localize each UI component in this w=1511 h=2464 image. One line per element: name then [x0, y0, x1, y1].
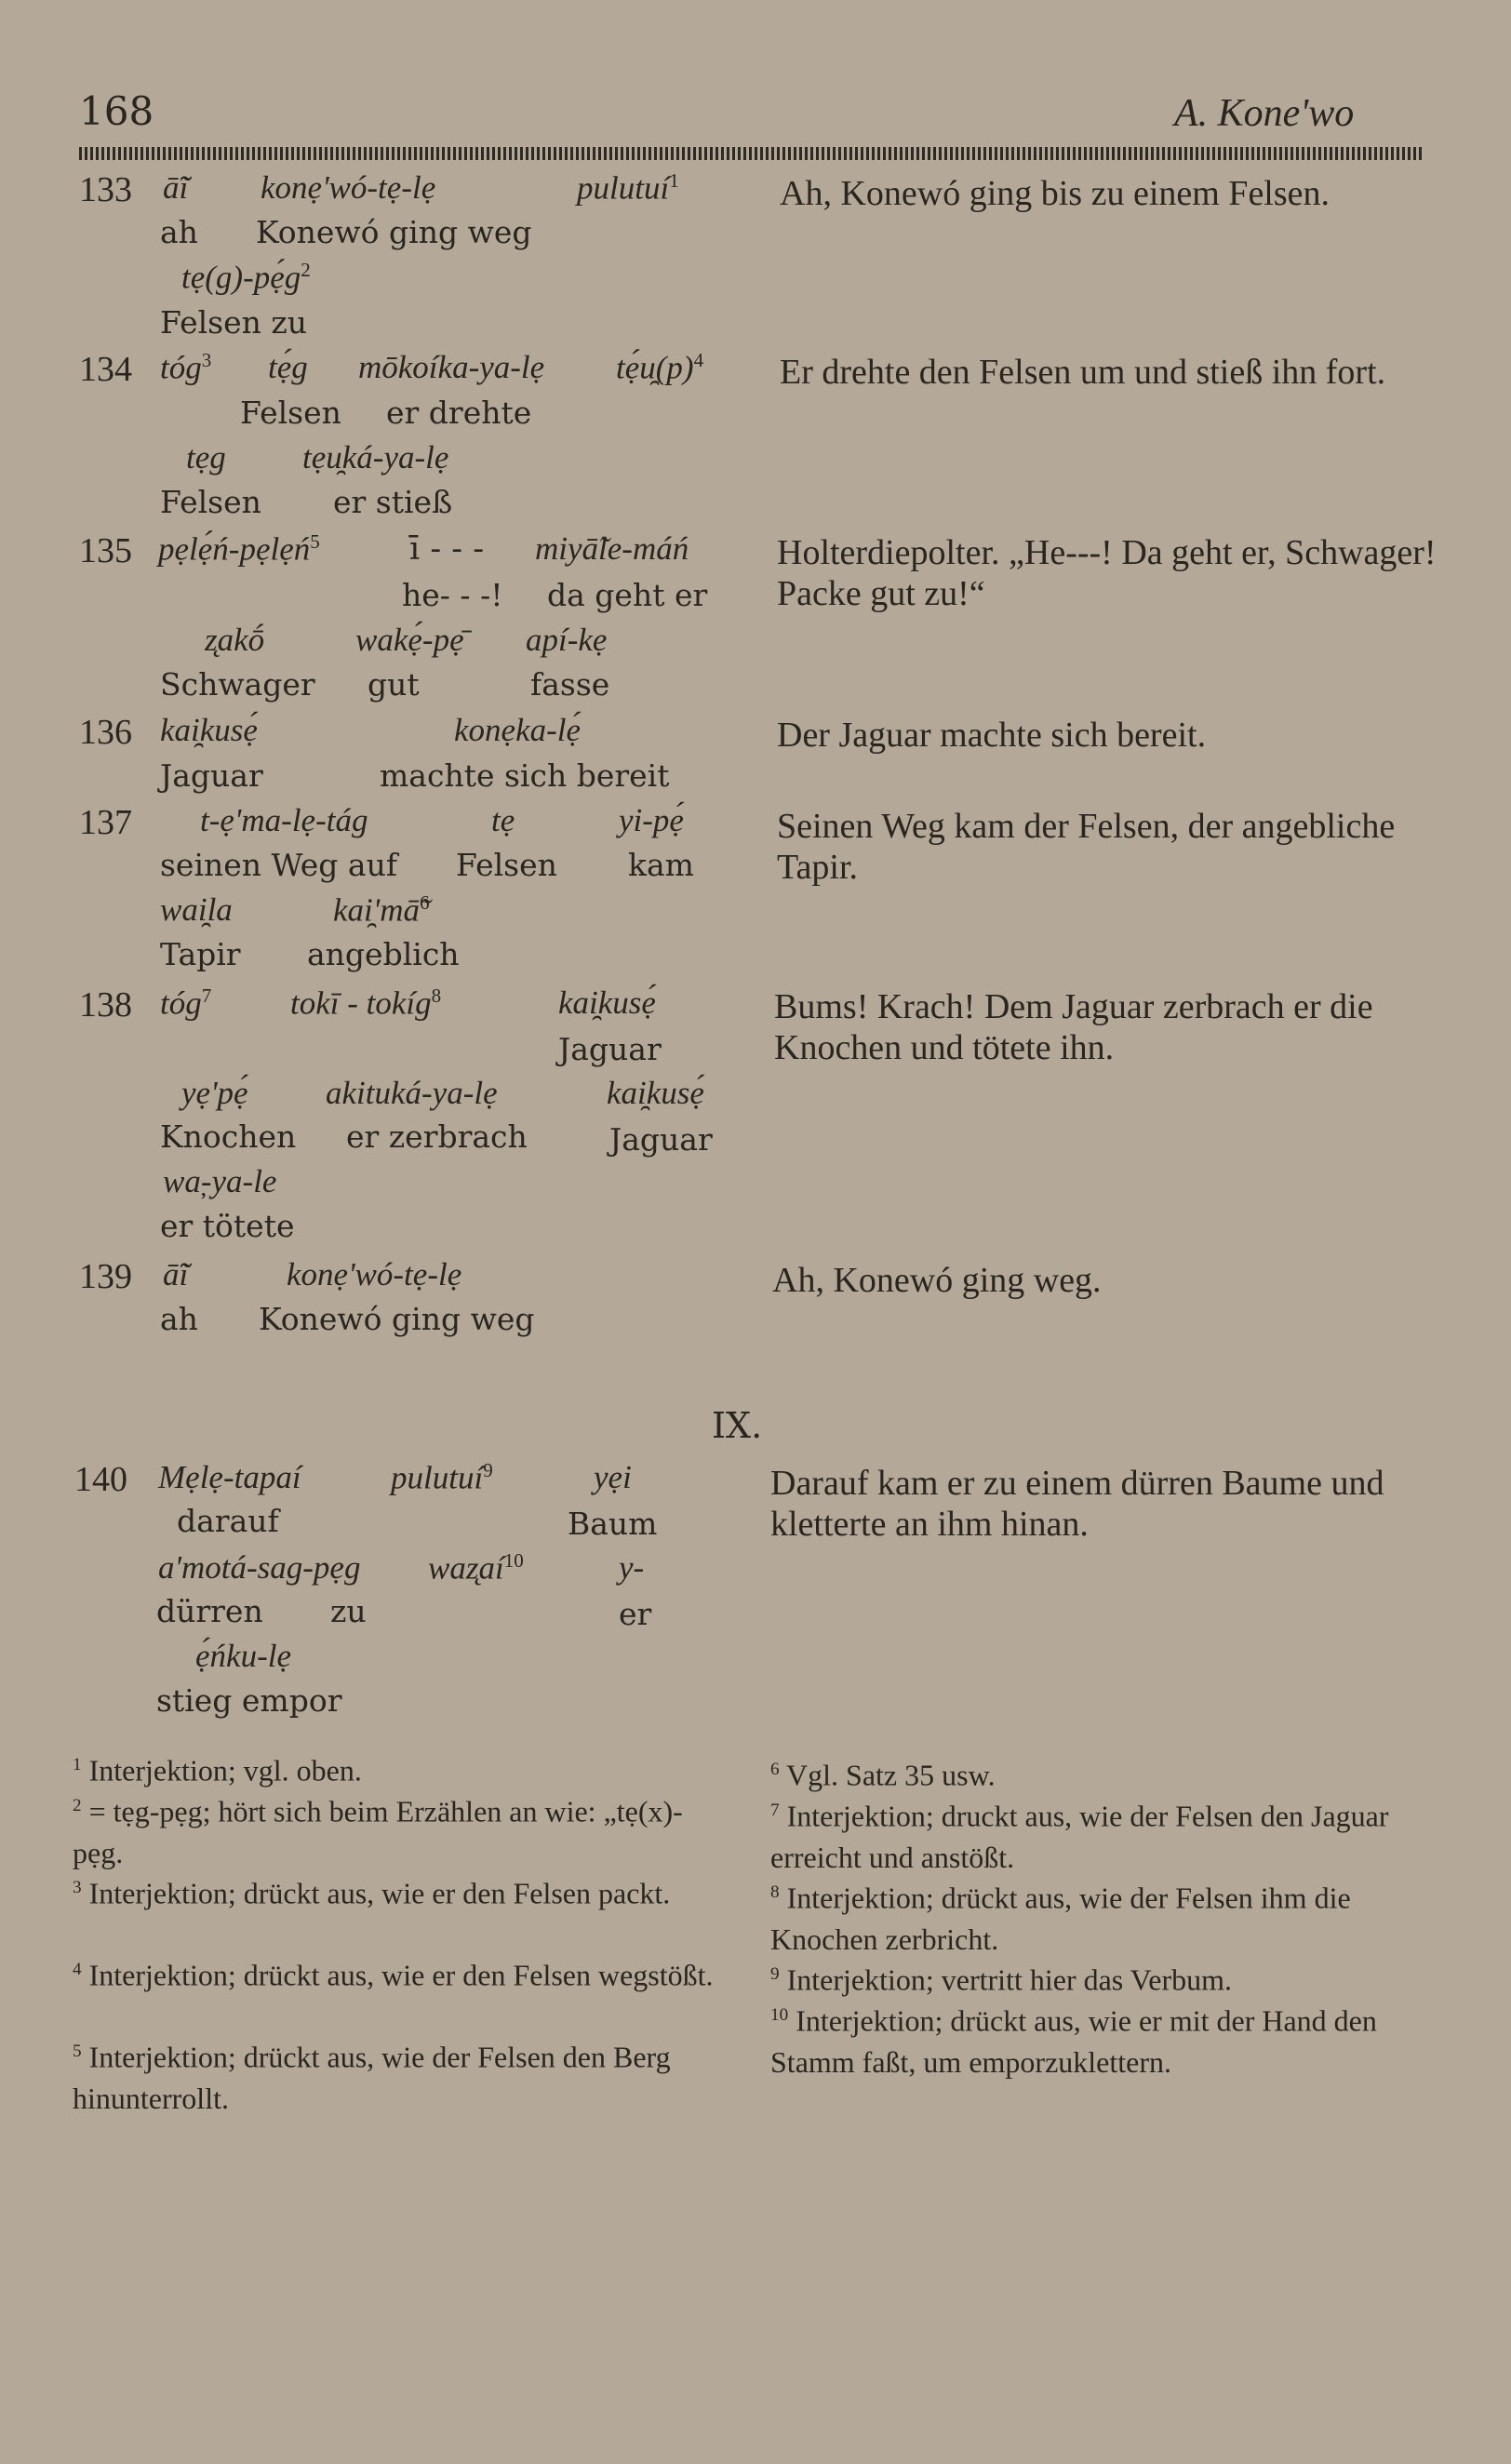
gloss: ah	[160, 1301, 198, 1337]
native-word: wakẹ́-pẹ̄	[355, 622, 464, 658]
native-word: pulutuí$^9$	[391, 1459, 493, 1496]
footnote: $^8$ Interjektion; drückt aus, wie der Felsen ihm die Knochen zerbricht.	[770, 1881, 1351, 1956]
native-word: tẹu̯ká-ya-lẹ	[302, 439, 449, 475]
native-word: $waz̨aí^{10}$	[428, 1549, 524, 1587]
sentence-number: 139	[79, 1257, 132, 1296]
native-word: konẹ'wó-tẹ-lẹ	[287, 1256, 462, 1292]
native-word: Mẹlẹ-tapaí	[158, 1459, 301, 1495]
gloss: er	[619, 1596, 652, 1632]
gloss: dürren	[156, 1593, 263, 1629]
page-number: 168	[79, 88, 154, 134]
native-word: z̨akṓ	[205, 622, 265, 658]
footnote: $^2$ = tẹg-pẹg; hört sich beim Erzählen an wie: „tẹ(x)-pẹg.	[73, 1794, 683, 1869]
native-word: konẹ'wó-tẹ-lẹ	[261, 169, 436, 206]
sentence-number: 133	[79, 170, 132, 209]
native-word: t-ẹ'ma-lẹ-tág	[200, 802, 368, 838]
gloss: ah	[160, 214, 198, 250]
sentence-number: 135	[79, 531, 132, 570]
translation: Er drehte den Felsen um und stieß ihn fort.	[780, 353, 1386, 392]
gloss: Baum	[568, 1506, 658, 1542]
translation: Seinen Weg kam der Felsen, der angebliche Tapir.	[777, 807, 1396, 887]
native-word: wa̦-ya-le	[163, 1163, 277, 1199]
translation: Der Jaguar machte sich bereit.	[777, 716, 1207, 755]
native-word: kai̯kusẹ́	[607, 1075, 704, 1111]
native-word: a'motá-sag-pẹg	[158, 1549, 361, 1586]
translation: Ah, Konewó ging bis zu einem Felsen.	[780, 174, 1330, 213]
native-word: wai̯la	[160, 891, 233, 928]
sentence-number: 140	[74, 1460, 127, 1499]
native-word: tóg$^3$	[160, 349, 212, 386]
native-word: kai̯kusẹ́	[558, 984, 656, 1021]
sentence-number: 138	[79, 985, 132, 1024]
native-word: ẹ́ńku-lẹ	[195, 1638, 291, 1674]
native-word: konẹka-lẹ́	[454, 712, 582, 748]
footnote: $^5$ Interjektion; drückt aus, wie der Felsen den Berg hinunterrollt.	[73, 2040, 671, 2115]
translation: Ah, Konewó ging weg.	[772, 1261, 1102, 1300]
native-word: y-	[619, 1549, 645, 1586]
footnote: $^1$ Interjektion; vgl. oben.	[73, 1753, 362, 1788]
native-word: kai̯'mā̃$^6$	[333, 891, 430, 929]
gloss: Jaguar	[609, 1121, 713, 1158]
gloss: fasse	[530, 666, 610, 703]
footnote: $^{10}$ Interjektion; drückt aus, wie er mit der Hand den Stamm faßt, um emporzuklettern.	[770, 2003, 1377, 2079]
native-word: miyā̃le-máń	[535, 530, 689, 567]
native-word: yẹi	[594, 1459, 632, 1495]
native-word: akituká-ya-lẹ	[326, 1075, 498, 1111]
translation: Bums! Krach! Dem Jaguar zerbrach er die Knochen und tötete ihn.	[774, 987, 1373, 1067]
gloss: gut	[368, 666, 420, 703]
native-word: ā̃ĩ	[163, 1256, 189, 1292]
native-word: pulutuí$^1$	[577, 169, 679, 207]
footnote: $^9$ Interjektion; vertritt hier das Verbum.	[770, 1962, 1232, 1997]
gloss: he- - -!	[402, 577, 503, 613]
gloss: Schwager	[160, 666, 315, 703]
footnote: $^7$ Interjektion; druckt aus, wie der Felsen den Jaguar erreicht und anstößt.	[770, 1799, 1389, 1874]
gloss: er zerbrach	[346, 1118, 528, 1155]
translation: Darauf kam er zu einem dürren Baume und kletterte an ihm hinan.	[770, 1464, 1384, 1544]
gloss: seinen Weg auf	[160, 847, 398, 883]
running-title: A. Kone'wo	[1174, 92, 1355, 135]
sentence-number: 134	[79, 350, 132, 389]
native-word: tẹ́g	[268, 349, 308, 385]
footnote: $^6$ Vgl. Satz 35 usw.	[770, 1758, 996, 1792]
gloss: Felsen	[456, 847, 557, 883]
native-word: tokī - tokíg$^8$	[290, 984, 442, 1022]
native-word: mōkoíka-ya-lẹ	[358, 349, 545, 385]
section-heading: IX.	[712, 1405, 763, 1446]
native-word: kai̯kusẹ́	[160, 712, 258, 748]
gloss: darauf	[177, 1503, 279, 1539]
gloss: da geht er	[547, 577, 708, 613]
gloss: Felsen	[160, 484, 261, 520]
native-word: $tẹ́u̯(p)^4$	[616, 349, 704, 386]
gloss: er drehte	[386, 395, 532, 431]
gloss: angeblich	[307, 936, 460, 972]
gloss: zu	[330, 1593, 367, 1629]
native-word: yi-pẹ́	[619, 802, 684, 838]
native-word: ī - - -	[409, 530, 485, 568]
gloss: Felsen	[240, 395, 341, 431]
native-word: tóg$^7$	[160, 984, 212, 1022]
native-word: tẹ	[491, 802, 515, 838]
native-word: apí-kẹ	[526, 622, 608, 658]
gloss: Konewó ging weg	[256, 214, 532, 250]
gloss: er tötete	[160, 1208, 295, 1244]
sentence-number: 137	[79, 803, 132, 842]
translation: Holterdiepolter. „He---! Da geht er, Schwager! Packe gut zu!“	[777, 533, 1437, 613]
gloss: Jaguar	[558, 1031, 662, 1067]
gloss: stieg empor	[156, 1682, 342, 1719]
gloss: Tapir	[160, 936, 241, 972]
gloss: Konewó ging weg	[259, 1301, 535, 1337]
native-word: ā̃ĩ	[163, 169, 189, 206]
footnote: $^4$ Interjektion; drückt aus, wie er den Felsen wegstößt.	[73, 1958, 714, 1992]
native-word: pẹlẹ́ń-pẹlẹń$^5$	[158, 530, 320, 568]
header-rule	[79, 147, 1424, 160]
gloss: Felsen zu	[160, 304, 308, 341]
native-word: yẹ'pẹ́	[181, 1075, 248, 1111]
footnote: $^3$ Interjektion; drückt aus, wie er den Felsen packt.	[73, 1876, 671, 1910]
sentence-number: 136	[79, 713, 132, 752]
gloss: er stieß	[333, 484, 453, 520]
gloss: kam	[628, 847, 694, 883]
native-word: tẹg	[186, 439, 226, 475]
gloss: machte sich bereit	[380, 757, 670, 794]
gloss: Jaguar	[160, 757, 263, 794]
gloss: Knochen	[160, 1118, 297, 1155]
native-word: $tẹ(g)-pẹ́g^2$	[181, 259, 311, 296]
